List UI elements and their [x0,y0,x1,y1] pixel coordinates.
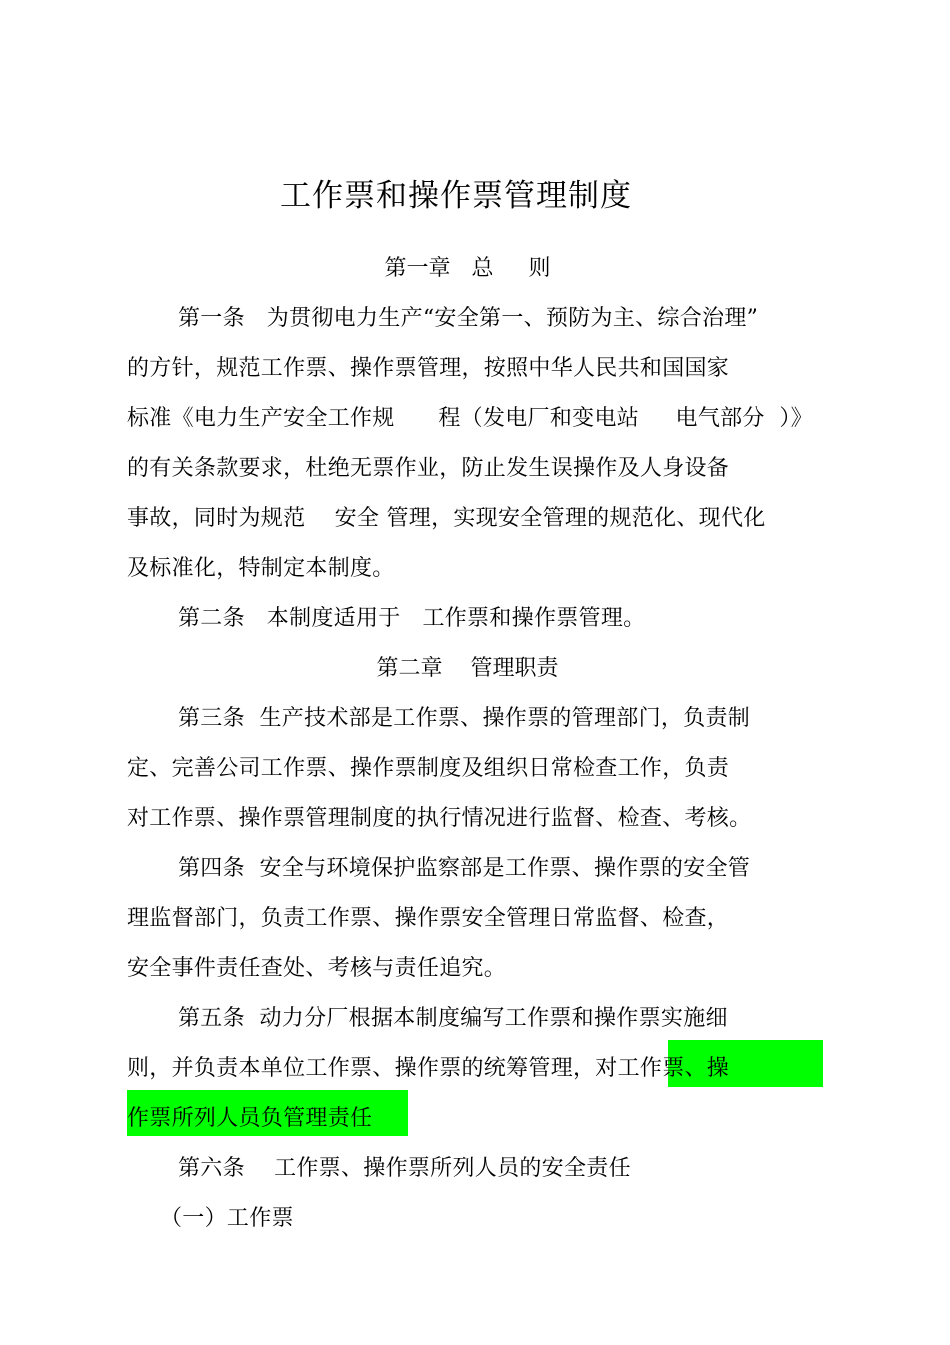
chapter-heading: 第一章 总 则 [384,256,551,281]
article-line: 对工作票、操作票管理制度的执行情况进行监督、检查、考核。 [127,806,752,831]
article-line: 定、完善公司工作票、操作票制度及组织日常检查工作，负责 [127,756,730,781]
article-line: 的有关条款要求，杜绝无票作业，防止发生误操作及人身设备 [127,456,730,481]
article-line: 第五条 动力分厂根据本制度编写工作票和操作票实施细 [178,1006,728,1031]
article-line: 的方针，规范工作票、操作票管理，按照中华人民共和国国家 [127,356,730,381]
article-line: 安全事件责任查处、考核与责任追究。 [127,956,507,981]
article-line: 第六条 工作票、操作票所列人员的安全责任 [178,1156,631,1181]
article-line: 理监督部门，负责工作票、操作票安全管理日常监督、检查， [127,906,730,931]
article-line: 第四条 安全与环境保护监察部是工作票、操作票的安全管 [178,856,751,881]
article-line: 标准《电力生产安全工作规 程（发电厂和变电站 电气部分 ）》 [127,406,813,431]
article-line: 作票所列人员负管理责任 [127,1106,373,1131]
chapter-heading: 第二章 管理职责 [376,656,559,681]
section-heading: （一）工作票 [160,1206,294,1231]
article-line: 及标准化，特制定本制度。 [127,556,395,581]
article-line: 第二条 本制度适用于 工作票和操作票管理。 [178,606,646,631]
article-line: 事故，同时为规范 安全 管理，实现安全管理的规范化、现代化 [127,506,766,531]
article-line: 则，并负责本单位工作票、操作票的统筹管理，对工作票、操 [127,1056,730,1081]
document-title: 工作票和操作票管理制度 [280,178,632,214]
article-line: 第三条 生产技术部是工作票、操作票的管理部门，负责制 [178,706,751,731]
article-line: 第一条 为贯彻电力生产“安全第一、预防为主、综合治理” [178,306,759,331]
